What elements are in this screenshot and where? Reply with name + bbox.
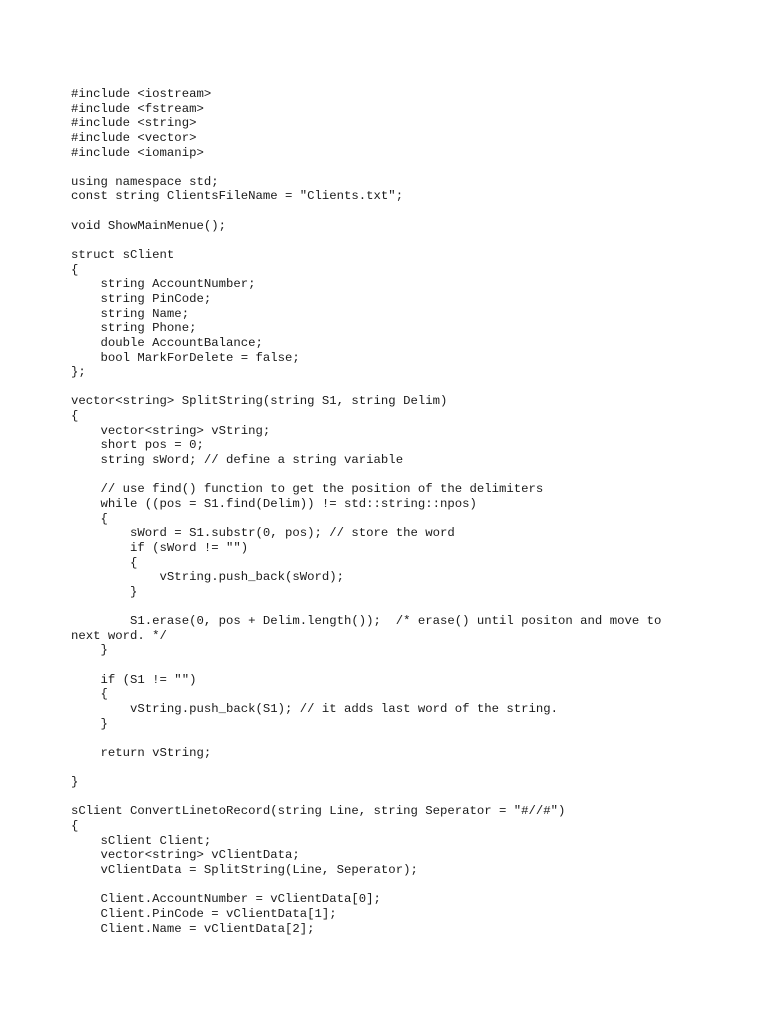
code-line: // use find() function to get the position of the delimiters [71, 482, 544, 497]
code-line: sWord = S1.substr(0, pos); // store the word [71, 526, 455, 541]
code-line: vector<string> SplitString(string S1, string Delim) [71, 394, 448, 409]
code-line: { [71, 687, 108, 702]
code-line: return vString; [71, 745, 212, 760]
code-line: sClient Client; [71, 833, 212, 848]
code-line: #include <string> [71, 116, 197, 131]
code-line: struct sClient [71, 248, 175, 263]
code-line [71, 878, 711, 893]
code-line: vector<string> vClientData; [71, 848, 300, 863]
code-line [71, 468, 711, 483]
code-line: #include <iomanip> [71, 145, 204, 160]
code-line: string sWord; // define a string variable [71, 453, 404, 468]
code-line: const string ClientsFileName = "Clients.txt"; [71, 189, 404, 204]
code-line [71, 658, 711, 673]
code-line: } [71, 716, 108, 731]
code-line: #include <vector> [71, 130, 197, 145]
code-line: short pos = 0; [71, 438, 204, 453]
code-line: if (S1 != "") [71, 672, 197, 687]
code-line: { [71, 511, 108, 526]
code-line [71, 790, 711, 805]
code-line [71, 233, 711, 248]
code-line: next word. */ [71, 628, 167, 643]
code-line: vString.push_back(S1); // it adds last word of the string. [71, 701, 559, 716]
code-listing [71, 87, 711, 936]
code-line: { [71, 819, 79, 834]
code-line: { [71, 555, 138, 570]
code-line: Client.AccountNumber = vClientData[0]; [71, 892, 381, 907]
code-line: string AccountNumber; [71, 277, 256, 292]
code-line: Client.PinCode = vClientData[1]; [71, 906, 337, 921]
code-line: bool MarkForDelete = false; [71, 350, 300, 365]
code-line [71, 599, 711, 614]
code-line [71, 731, 711, 746]
code-line: }; [71, 365, 86, 380]
code-line: double AccountBalance; [71, 335, 263, 350]
code-line: #include <fstream> [71, 101, 204, 116]
code-line: if (sWord != "") [71, 540, 249, 555]
code-line: string Name; [71, 306, 190, 321]
code-line: { [71, 409, 79, 424]
code-line: void ShowMainMenue(); [71, 218, 226, 233]
code-line: while ((pos = S1.find(Delim)) != std::string::npos) [71, 496, 477, 511]
code-line: using namespace std; [71, 174, 219, 189]
code-line [71, 380, 711, 395]
code-line: { [71, 262, 79, 277]
code-line: sClient ConvertLinetoRecord(string Line, string Seperator = "#//#") [71, 804, 566, 819]
code-line [71, 160, 711, 175]
code-line: #include <iostream> [71, 87, 212, 101]
code-line: } [71, 775, 79, 790]
code-line: vString.push_back(sWord); [71, 570, 345, 585]
code-line: vector<string> vString; [71, 423, 271, 438]
code-line: S1.erase(0, pos + Delim.length()); /* erase() until positon and move to [71, 614, 662, 629]
code-line: } [71, 584, 138, 599]
code-line: vClientData = SplitString(Line, Seperator); [71, 862, 418, 877]
code-line [71, 760, 711, 775]
code-line: } [71, 643, 108, 658]
code-line: string Phone; [71, 321, 197, 336]
code-line [71, 204, 711, 219]
code-line: string PinCode; [71, 291, 212, 306]
code-line: Client.Name = vClientData[2]; [71, 921, 315, 936]
